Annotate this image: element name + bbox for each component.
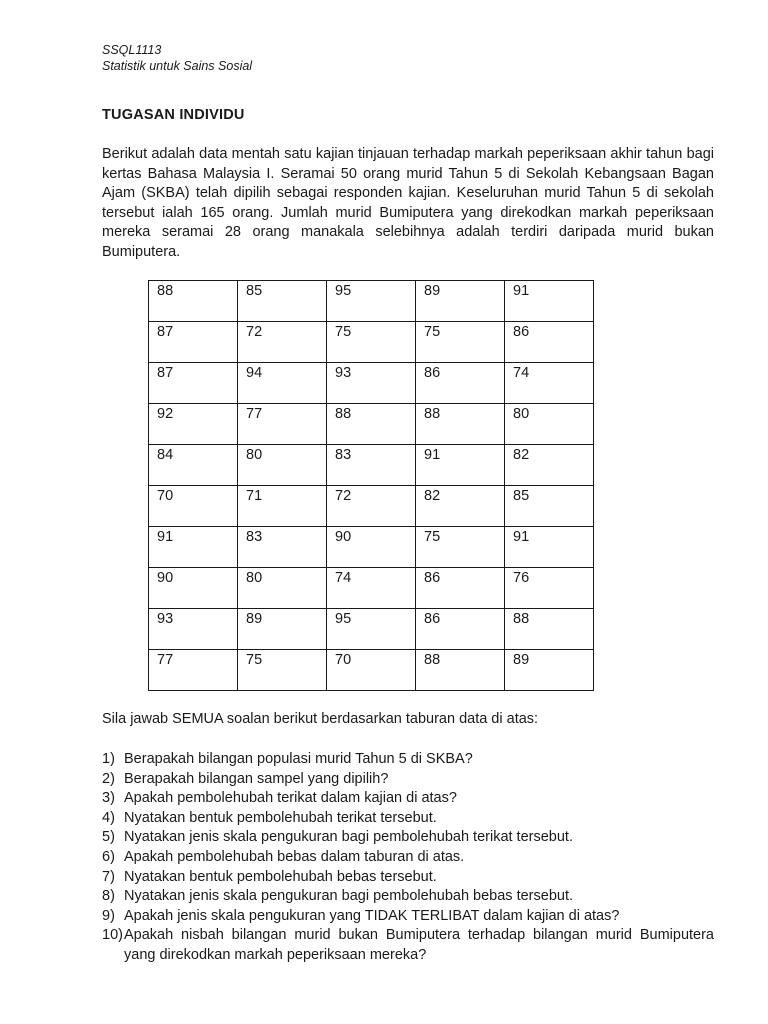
table-cell: 86 [505, 322, 594, 363]
table-row [149, 322, 594, 363]
table-row [149, 404, 594, 445]
table-cell: 88 [416, 650, 505, 691]
table-cell: 70 [327, 650, 416, 691]
table-cell: 86 [416, 609, 505, 650]
table-cell: 74 [505, 363, 594, 404]
table-cell: 80 [238, 568, 327, 609]
question-text: Nyatakan bentuk pembolehubah bebas tersebut. [124, 868, 437, 885]
table-cell: 95 [327, 609, 416, 650]
table-cell: 95 [327, 281, 416, 322]
question-item [102, 848, 714, 868]
marks-table [148, 280, 594, 691]
table-cell: 70 [149, 486, 238, 527]
question-number: 8) [102, 888, 115, 905]
question-item [102, 828, 714, 848]
course-name: Statistik untuk Sains Sosial [102, 59, 253, 73]
table-cell: 88 [416, 404, 505, 445]
table-row [149, 486, 594, 527]
table-cell: 93 [327, 363, 416, 404]
table-row [149, 363, 594, 404]
table-cell: 91 [416, 445, 505, 486]
table-cell: 88 [505, 609, 594, 650]
table-cell: 85 [238, 281, 327, 322]
question-text: Nyatakan jenis skala pengukuran bagi pembolehubah bebas tersebut. [124, 888, 574, 905]
question-text: Apakah pembolehubah bebas dalam taburan di atas. [124, 848, 465, 865]
table-cell: 93 [149, 609, 238, 650]
question-number: 1) [102, 751, 115, 767]
course-header [102, 42, 252, 74]
question-list [102, 750, 714, 966]
table-cell: 88 [149, 281, 238, 322]
course-code: SSQL1113 [102, 43, 162, 57]
table-cell: 84 [149, 445, 238, 486]
table-cell: 72 [238, 322, 327, 363]
table-cell: 83 [238, 527, 327, 568]
table-cell: 77 [238, 404, 327, 445]
question-item [102, 907, 714, 927]
instruction-text: Sila jawab SEMUA soalan berikut berdasarkan taburan data di atas: [102, 711, 539, 727]
question-text: Apakah jenis skala pengukuran yang TIDAK TERLIBAT dalam kajian di atas? [124, 907, 620, 924]
table-cell: 82 [416, 486, 505, 527]
table-cell: 80 [238, 445, 327, 486]
table-row [149, 568, 594, 609]
intro-paragraph: Berikut adalah data mentah satu kajian tinjauan terhadap markah peperiksaan akhir tahun bagi kertas Bahasa Malaysia I. Seramai 50 orang murid Tahun 5 di Sekolah Kebangsaan Bagan Ajam (SKBA) telah dipilih sebagai responden kajian. Keseluruhan murid Tahun 5 di sekolah tersebut ialah 165 orang. Jumlah murid Bumiputera yang direkodkan markah peperiksaan mereka seramai 28 orang manakala selebihnya adalah terdiri daripada murid bukan Bumiputera. [102, 146, 714, 260]
table-cell: 85 [505, 486, 594, 527]
table-cell: 87 [149, 322, 238, 363]
table-cell: 75 [327, 322, 416, 363]
question-text: Berapakah bilangan populasi murid Tahun 5 di SKBA? [124, 751, 473, 767]
table-cell: 89 [238, 609, 327, 650]
question-number: 7) [102, 868, 115, 885]
table-cell: 94 [238, 363, 327, 404]
question-item [102, 887, 714, 907]
question-number: 3) [102, 790, 115, 807]
question-item [102, 789, 714, 809]
table-cell: 75 [238, 650, 327, 691]
table-cell: 90 [327, 527, 416, 568]
table-cell: 91 [505, 527, 594, 568]
question-item [102, 926, 714, 965]
table-cell: 87 [149, 363, 238, 404]
table-cell: 72 [327, 486, 416, 527]
table-cell: 82 [505, 445, 594, 486]
table-row [149, 527, 594, 568]
question-number: 9) [102, 907, 115, 924]
table-row [149, 445, 594, 486]
table-cell: 71 [238, 486, 327, 527]
question-number: 4) [102, 809, 115, 826]
question-number: 5) [102, 829, 115, 846]
table-cell: 86 [416, 363, 505, 404]
table-cell: 88 [327, 404, 416, 445]
table-cell: 91 [505, 281, 594, 322]
table-row [149, 609, 594, 650]
question-text: Nyatakan bentuk pembolehubah terikat tersebut. [124, 809, 437, 826]
table-cell: 83 [327, 445, 416, 486]
table-cell: 86 [416, 568, 505, 609]
table-cell: 89 [505, 650, 594, 691]
table-cell: 91 [149, 527, 238, 568]
table-cell: 76 [505, 568, 594, 609]
question-item [102, 809, 714, 829]
table-row [149, 281, 594, 322]
page-title: TUGASAN INDIVIDU [102, 107, 245, 123]
question-item [102, 750, 714, 770]
question-number: 6) [102, 848, 115, 865]
table-cell: 80 [505, 404, 594, 445]
table-cell: 75 [416, 527, 505, 568]
table-row [149, 650, 594, 691]
question-item [102, 868, 714, 888]
question-text: Apakah pembolehubah terikat dalam kajian di atas? [124, 790, 457, 807]
question-text: Berapakah bilangan sampel yang dipilih? [124, 770, 389, 787]
question-number: 2) [102, 770, 115, 787]
question-text: Apakah nisbah bilangan murid bukan Bumiputera terhadap bilangan murid Bumiputera yang direkodkan markah peperiksaan mereka? [124, 927, 714, 963]
table-cell: 90 [149, 568, 238, 609]
table-cell: 92 [149, 404, 238, 445]
table-cell: 77 [149, 650, 238, 691]
question-text: Nyatakan jenis skala pengukuran bagi pembolehubah terikat tersebut. [124, 829, 573, 846]
table-cell: 89 [416, 281, 505, 322]
table-cell: 75 [416, 322, 505, 363]
question-number: 10) [102, 927, 123, 944]
table-cell: 74 [327, 568, 416, 609]
question-item [102, 770, 714, 790]
